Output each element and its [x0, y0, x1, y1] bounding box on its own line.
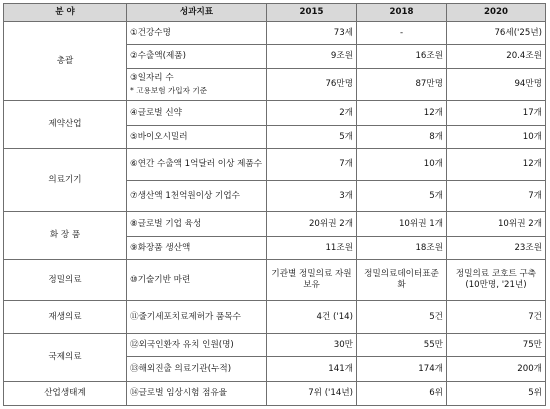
value-2020: 76세('25년) — [447, 22, 546, 45]
field-cell: 산업생태계 — [4, 382, 127, 406]
table-body — [4, 22, 546, 406]
value-2020: 7개 — [447, 181, 546, 212]
indicator-label: ⑫외국인환자 유치 인원(명) — [130, 339, 234, 350]
indicator-cell — [127, 101, 267, 126]
header-2015: 2015 — [267, 4, 357, 22]
indicator-label: ⑨화장품 생산액 — [130, 242, 191, 253]
value-2018: 16조원 — [357, 45, 447, 69]
value-2015: 30만 — [267, 334, 357, 357]
indicator-label: ⑦생산액 1천억원이상 기업수 — [130, 190, 240, 201]
value-2015: 9조원 — [267, 45, 357, 69]
value-2020: 200개 — [447, 357, 546, 382]
field-cell: 의료기기 — [4, 149, 127, 212]
value-2015: 20위권 2개 — [267, 212, 357, 237]
value-2020: 5위 — [447, 382, 546, 406]
value-2018: 5개 — [357, 181, 447, 212]
indicator-cell — [127, 237, 267, 260]
value-2015: 73세 — [267, 22, 357, 45]
header-row — [4, 4, 546, 22]
value-2020: 7건 — [447, 301, 546, 334]
value-2018: 8개 — [357, 126, 447, 149]
value-2018: 정밀의료데이터표준화 — [357, 260, 447, 301]
value-2020: 75만 — [447, 334, 546, 357]
value-2018: 10개 — [357, 149, 447, 181]
value-2018: 87만명 — [357, 69, 447, 101]
table-row — [4, 149, 546, 181]
table-row — [4, 260, 546, 301]
indicator-cell — [127, 301, 267, 334]
field-cell: 정밀의료 — [4, 260, 127, 301]
indicator-label: ⑤바이오시밀러 — [130, 131, 188, 142]
table-row — [4, 101, 546, 126]
value-2015: 7위 ('14년) — [267, 382, 357, 406]
table-row — [4, 382, 546, 406]
value-2020: 23조원 — [447, 237, 546, 260]
indicator-label: ⑪줄기세포치료제허가 품목수 — [130, 311, 241, 322]
value-2015: 2개 — [267, 101, 357, 126]
table-row — [4, 334, 546, 357]
header-field: 분 야 — [4, 4, 127, 22]
field-cell: 제약산업 — [4, 101, 127, 149]
indicator-label: ③일자리 수 — [130, 73, 174, 83]
indicator-cell — [127, 357, 267, 382]
value-2018: 12개 — [357, 101, 447, 126]
value-2015: 5개 — [267, 126, 357, 149]
value-2018: 6위 — [357, 382, 447, 406]
value-2015: 11조원 — [267, 237, 357, 260]
field-cell: 화 장 품 — [4, 212, 127, 260]
indicator-cell — [127, 22, 267, 45]
indicator-label: ⑧글로벌 기업 육성 — [130, 218, 202, 229]
indicator-cell — [127, 260, 267, 301]
indicator-cell — [127, 69, 267, 101]
value-2015: 3개 — [267, 181, 357, 212]
indicator-label: ①건강수명 — [130, 27, 171, 38]
indicator-note: * 고용보험 가입자 기준 — [130, 86, 208, 95]
header-2020: 2020 — [447, 4, 546, 22]
value-2015: 4건 ('14) — [267, 301, 357, 334]
value-2018: 5건 — [357, 301, 447, 334]
value-2020: 20.4조원 — [447, 45, 546, 69]
header-indicator: 성과지표 — [127, 4, 267, 22]
value-2020: 94만명 — [447, 69, 546, 101]
indicator-cell — [127, 45, 267, 69]
value-2020: 정밀의료 코호트 구축 (10만명, '21년) — [447, 260, 546, 301]
indicator-label: ②수출액(제품) — [130, 51, 186, 61]
field-cell: 총괄 — [4, 22, 127, 101]
indicator-cell — [127, 382, 267, 406]
value-2020: 17개 — [447, 101, 546, 126]
value-2015: 76만명 — [267, 69, 357, 101]
value-2018: - — [357, 22, 447, 45]
value-2018: 55만 — [357, 334, 447, 357]
performance-indicator-table — [3, 3, 546, 406]
indicator-label: ⑬해외진출 의료기관(누적) — [130, 363, 232, 374]
value-2020: 10위권 2개 — [447, 212, 546, 237]
field-cell: 재생의료 — [4, 301, 127, 334]
table-row — [4, 212, 546, 237]
value-2018: 18조원 — [357, 237, 447, 260]
indicator-cell — [127, 149, 267, 181]
value-2018: 174개 — [357, 357, 447, 382]
value-2015: 기관별 정밀의료 자원 보유 — [267, 260, 357, 301]
value-2015: 141개 — [267, 357, 357, 382]
indicator-label: ⑩기술기반 마련 — [130, 274, 191, 285]
value-2020: 10개 — [447, 126, 546, 149]
value-2018: 10위권 1개 — [357, 212, 447, 237]
indicator-label: ④글로벌 신약 — [130, 107, 182, 118]
table-row — [4, 22, 546, 45]
indicator-cell — [127, 334, 267, 357]
value-2015: 7개 — [267, 149, 357, 181]
header-2018: 2018 — [357, 4, 447, 22]
indicator-label: ⑥연간 수출액 1억달러 이상 제품수 — [130, 159, 263, 169]
table-row — [4, 301, 546, 334]
value-2020: 12개 — [447, 149, 546, 181]
indicator-cell — [127, 181, 267, 212]
indicator-label: ⑭글로벌 임상시험 점유율 — [130, 388, 228, 398]
indicator-cell — [127, 126, 267, 149]
indicator-cell — [127, 212, 267, 237]
field-cell: 국제의료 — [4, 334, 127, 382]
